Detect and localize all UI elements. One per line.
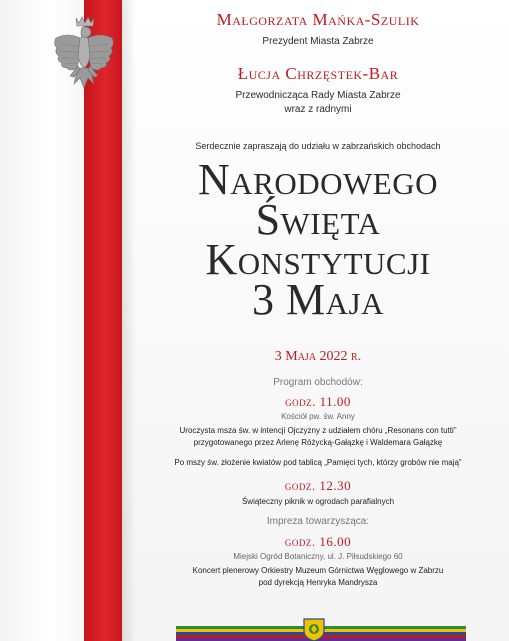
accompanying-desc-2: pod dyrekcją Henryka Mandrysza [258,578,378,587]
council-chair-title: Przewodnicząca Rady Miasta Zabrze [235,90,401,101]
program-section [138,376,498,508]
program-desc-1b: przygotowanego przez Arlenę Różycką-Gałązkę i Waldemara Gałązkę [193,438,443,447]
program-desc-1a: Uroczysta msza św. w intencji Ojczyzny z udziałem chóru „Resonans con tutti” [179,426,457,435]
accompanying-desc-1: Koncert plenerowy Orkiestry Muzeum Górnictwa Węglowego w Zabrzu [192,566,444,575]
program-desc-2: Świąteczny piknik w ogrodach parafialnych [241,497,395,506]
flag-white-band [0,0,84,641]
council-chair-name: Łucja Chrzęstek-Bar [237,64,399,83]
city-crest-icon [302,618,326,641]
headline-line-3: Konstytucji [205,235,431,284]
program-time-1: godz. 11.00 [285,394,351,409]
invitation-text: Serdecznie zapraszają do udziału w zabrzańskich obchodach [195,141,441,151]
polish-eagle-emblem-icon [50,14,118,96]
program-place-1: Kościół pw. św. Anny [281,412,355,421]
council-with-text: wraz z radnymi [284,104,352,115]
flag-red-band [84,0,122,641]
headline-line-1: Narodowego [198,155,438,204]
program-time-2: godz. 12.30 [284,478,352,493]
accompanying-section [138,515,498,589]
headline-line-2: Święta [255,195,381,244]
accompanying-label: Impreza towarzysząca: [266,516,370,527]
event-date: 3 Maja 2022 r. [274,349,362,364]
program-desc-1c: Po mszy św. złożenie kwiatów pod tablicą „Pamięci tych, którzy grobów nie mają” [174,458,462,467]
accompanying-place: Miejski Ogród Botaniczny, ul. J. Piłsudskiego 60 [233,552,403,561]
headline-line-4: 3 Maja [252,275,384,324]
flag-shadow [122,0,136,641]
mayor-name: Małgorzata Mańka-Szulik [216,10,420,29]
mayor-title: Prezydent Miasta Zabrze [262,36,374,47]
program-label: Program obchodów: [273,377,363,388]
accompanying-time: godz. 16.00 [284,534,352,549]
headline [138,155,498,324]
